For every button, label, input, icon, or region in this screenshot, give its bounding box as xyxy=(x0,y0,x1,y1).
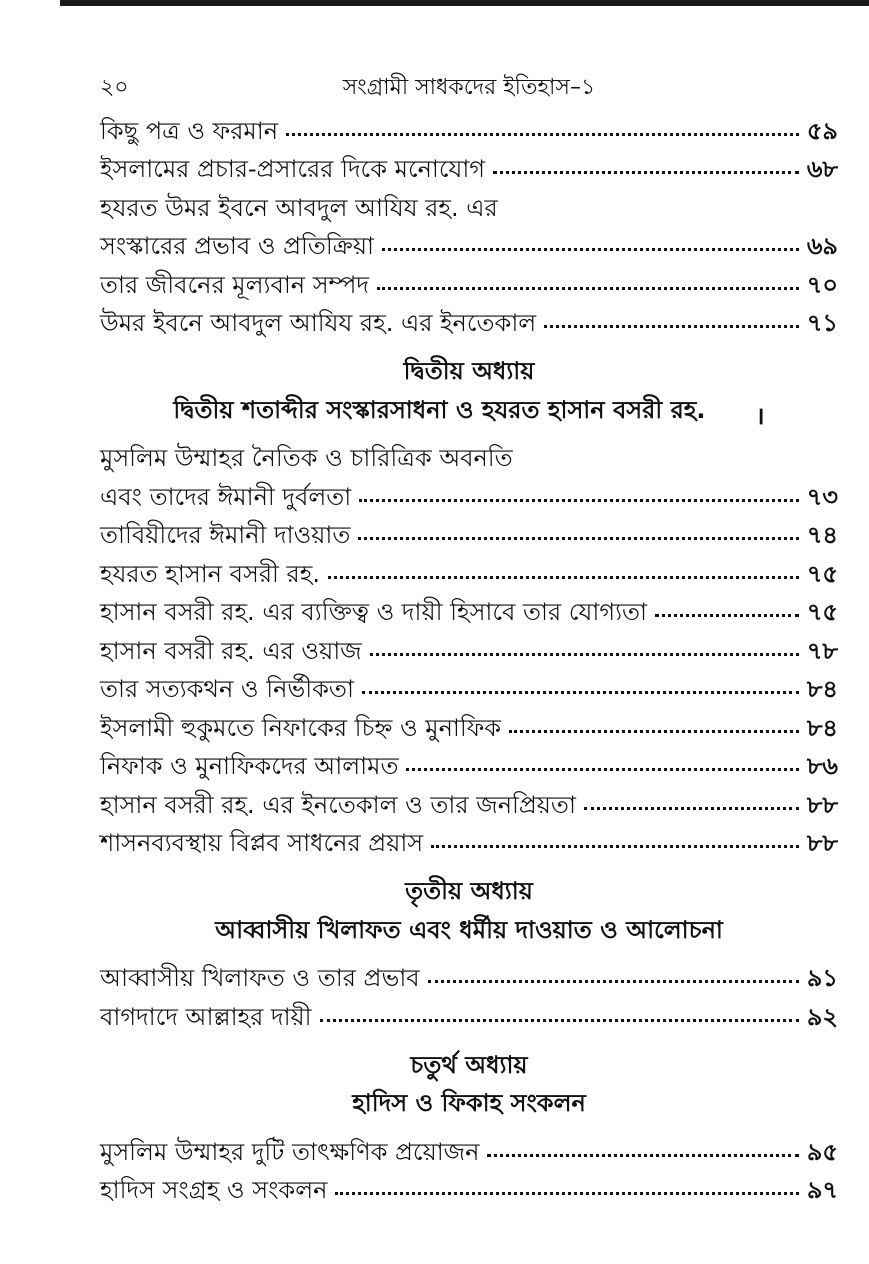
toc-entry-page: ৭৪ xyxy=(806,521,838,549)
toc-entry-title: ইসলামী হুকুমতে নিফাকের চিহ্ন ও মুনাফিক xyxy=(100,713,502,742)
dot-leader xyxy=(509,730,799,733)
dot-leader xyxy=(655,614,799,617)
toc-entry-title: ইসলামের প্রচার-প্রসারের দিকে মনোযোগ xyxy=(100,155,486,183)
dot-leader xyxy=(428,980,799,983)
toc-entry xyxy=(100,509,838,548)
toc-entry-page: ৮৪ xyxy=(806,675,838,703)
toc-entry xyxy=(100,952,838,991)
page-header xyxy=(100,64,838,104)
dot-leader xyxy=(359,499,799,502)
chapter-subtitle xyxy=(100,393,838,432)
toc-entry-page: ৭৮ xyxy=(806,636,838,665)
toc-entry-title: মুসলিম উম্মাহর নৈতিক ও চারিত্রিক অবনতি xyxy=(100,444,513,472)
toc-entry-page: ৭১ xyxy=(806,309,838,337)
toc-entry-title: আব্বাসীয় খিলাফত ও তার প্রভাব xyxy=(100,964,420,992)
toc-entry xyxy=(100,258,838,297)
toc-entry-title: হাসান বসরী রহ. এর ইনতেকাল ও তার জনপ্রিয়তা xyxy=(100,790,576,819)
toc-entry-page: ৮৮ xyxy=(806,790,838,819)
toc-entry xyxy=(100,778,838,817)
dot-leader xyxy=(431,845,799,848)
toc-entry-title: কিছু পত্র ও ফরমান xyxy=(100,116,279,145)
toc-entry-title: উমর ইবনে আবদুল আযিয রহ. এর ইনতেকাল xyxy=(100,309,537,337)
toc-page xyxy=(100,64,838,1202)
chapter-subtitle-mark: । xyxy=(755,401,765,430)
dot-leader xyxy=(358,537,798,540)
toc-entry xyxy=(100,740,838,779)
toc-entry xyxy=(100,817,838,856)
chapter-subtitle: হাদিস ও ফিকাহ সংকলন xyxy=(352,1089,586,1117)
dot-leader xyxy=(362,691,799,694)
toc-entry-title: শাসনব্যবস্থায় বিপ্লব সাধনের প্রয়াস xyxy=(100,829,424,857)
toc-entry xyxy=(100,663,838,702)
dot-leader xyxy=(286,133,799,136)
toc-entry xyxy=(100,220,838,259)
dot-leader xyxy=(320,1019,799,1022)
toc-entry xyxy=(100,432,838,471)
toc-entry-page: ৯৭ xyxy=(806,1176,838,1204)
toc-entry xyxy=(100,1125,838,1164)
toc-entry xyxy=(100,1164,838,1203)
toc-entry xyxy=(100,990,838,1029)
toc-entry xyxy=(100,624,838,663)
dot-leader xyxy=(487,1154,798,1157)
toc-entry xyxy=(100,701,838,740)
toc-entry-page: ৫৯ xyxy=(806,116,838,145)
toc-entry-page: ৮৮ xyxy=(806,829,838,857)
chapter-subtitle-text: দ্বিতীয় শতাব্দীর সংস্কারসাধনা ও হযরত হাসান বসরী রহ. xyxy=(173,395,706,424)
chapter-heading: চতুর্থ অধ্যায় xyxy=(410,1050,528,1079)
dot-leader xyxy=(382,248,799,251)
dot-leader xyxy=(377,287,799,290)
toc-entry xyxy=(100,104,838,143)
toc-entry-page: ৭৫ xyxy=(806,598,838,626)
toc-entry xyxy=(100,181,838,220)
toc-entry-title: হাসান বসরী রহ. এর ওয়াজ xyxy=(100,636,362,665)
chapter-heading: তৃতীয় অধ্যায় xyxy=(405,877,533,905)
toc-entry-page: ৮৪ xyxy=(806,713,838,742)
toc-entry-title: তার সত্যকথন ও নির্ভীকতা xyxy=(100,675,354,703)
toc-entry-title: মুসলিম উম্মাহর দুটি তাৎক্ষণিক প্রয়োজন xyxy=(100,1137,480,1166)
dot-leader xyxy=(544,325,799,328)
toc-entry xyxy=(100,586,838,625)
dot-leader xyxy=(328,576,799,579)
running-title: সংগ্রামী সাধকদের ইতিহাস–১ xyxy=(342,75,596,100)
page-number: ২০ xyxy=(100,75,129,100)
dot-leader xyxy=(493,171,799,174)
top-edge-bar xyxy=(60,0,869,6)
dot-leader xyxy=(584,807,799,810)
toc-entry-title: হাসান বসরী রহ. এর ব্যক্তিত্ব ও দায়ী হিসাবে তার যোগ্যতা xyxy=(100,598,647,626)
toc-entry-title: হযরত হাসান বসরী রহ. xyxy=(100,559,320,588)
toc-entry-page: ৭০ xyxy=(806,270,838,299)
toc-entry-title: হাদিস সংগ্রহ ও সংকলন xyxy=(100,1176,328,1204)
toc-entry-page: ৬৮ xyxy=(806,155,838,183)
toc-entry xyxy=(100,470,838,509)
toc-entry xyxy=(100,547,838,586)
toc-entry-page: ৮৬ xyxy=(806,752,838,780)
toc-entry-title: তাবিয়ীদের ঈমানী দাওয়াত xyxy=(100,521,351,549)
chapter-subtitle: আব্বাসীয় খিলাফত এবং ধর্মীয় দাওয়াত ও আলোচনা xyxy=(215,915,723,944)
toc-entry-page: ৯২ xyxy=(806,1002,838,1031)
toc-entry-page: ৭৩ xyxy=(806,482,838,511)
toc-entry xyxy=(100,297,838,336)
toc-entry-title: সংস্কারের প্রভাব ও প্রতিক্রিয়া xyxy=(100,232,374,260)
toc-entry xyxy=(100,143,838,182)
toc-entry-page: ৬৯ xyxy=(806,232,838,260)
dot-leader xyxy=(406,768,798,771)
chapter-heading: দ্বিতীয় অধ্যায় xyxy=(403,357,535,385)
toc-entry-page: ৯১ xyxy=(806,964,838,992)
toc-entry-title: এবং তাদের ঈমানী দুর্বলতা xyxy=(100,482,352,511)
toc-entry-page: ৯৫ xyxy=(806,1137,838,1166)
toc-entry-page: ৭৫ xyxy=(806,559,838,588)
toc-entry-title: তার জীবনের মূল্যবান সম্পদ xyxy=(100,270,370,299)
toc-entry-title: হযরত উমর ইবনে আবদুল আযিয রহ. এর xyxy=(100,193,498,222)
toc-entry-title: নিফাক ও মুনাফিকদের আলামত xyxy=(100,752,399,780)
dot-leader xyxy=(335,1192,798,1195)
toc-entry-title: বাগদাদে আল্লাহর দায়ী xyxy=(100,1002,312,1031)
dot-leader xyxy=(370,653,799,656)
